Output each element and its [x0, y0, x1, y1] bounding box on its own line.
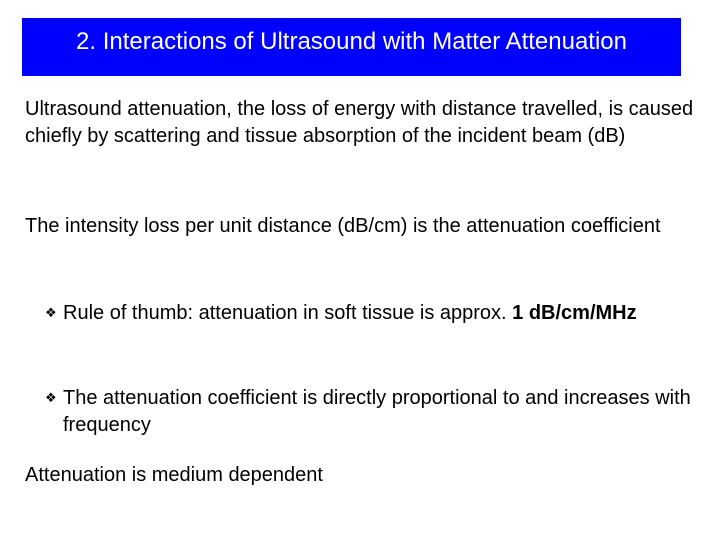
paragraph-attenuation-coefficient: The intensity loss per unit distance (dB/cm) is the attenuation coefficient — [25, 215, 661, 237]
title-bar — [22, 18, 681, 76]
bullet-text: Rule of thumb: attenuation in soft tissue is approx. — [63, 302, 507, 324]
bullet-rule-of-thumb — [45, 300, 695, 327]
diamond-bullet-icon: ❖ — [45, 391, 57, 406]
slide-title: 2. Interactions of Ultrasound with Matter Attenuation — [76, 28, 627, 55]
paragraph-medium-dependent: Attenuation is medium dependent — [25, 464, 323, 486]
bullet-bold-text: 1 dB/cm/MHz — [512, 302, 637, 324]
bullet-frequency-proportional — [45, 385, 695, 439]
diamond-bullet-icon: ❖ — [45, 306, 57, 321]
bullet-text: The attenuation coefficient is directly proportional to and increases with frequency — [63, 387, 691, 436]
paragraph-attenuation-definition: Ultrasound attenuation, the loss of energy with distance travelled, is caused chiefly by scattering and tissue absorption of the incident beam (dB) — [25, 98, 694, 147]
